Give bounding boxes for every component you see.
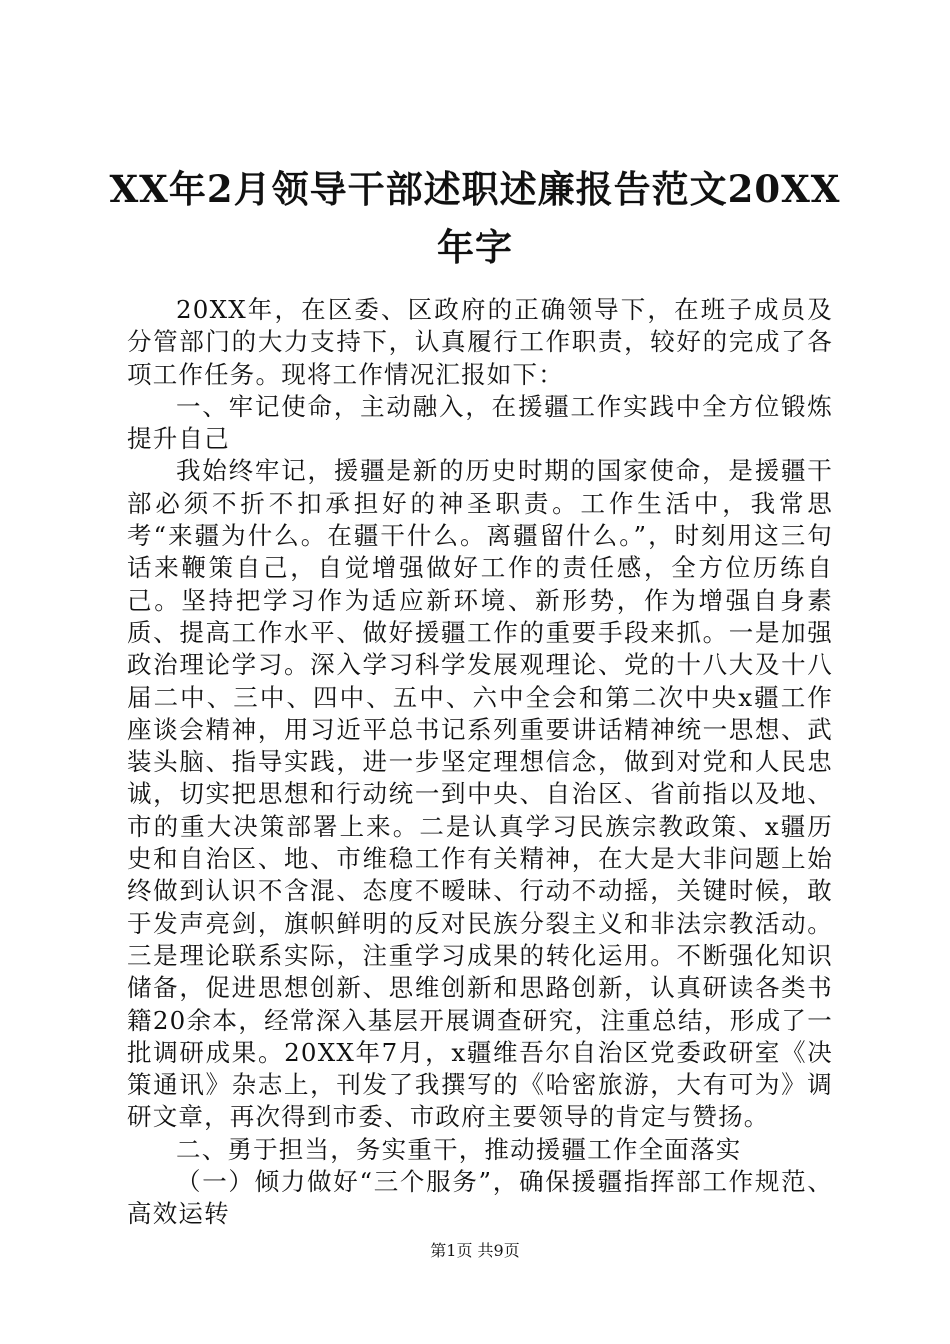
section-heading-1: 一、牢记使命，主动融入，在援疆工作实践中全方位锻炼提升自己 <box>127 391 833 454</box>
intro-paragraph: 20XX年，在区委、区政府的正确领导下，在班子成员及分管部门的大力支持下，认真履行工作职责，较好的完成了各项工作任务。现将工作情况汇报如下： <box>127 295 833 389</box>
section-heading-2: 二、勇于担当，务实重干，推动援疆工作全面落实 <box>176 1134 742 1164</box>
document-body <box>127 294 833 1231</box>
document-title: XX年2月领导干部述职述廉报告范文20XX年字 <box>109 167 841 269</box>
page-number-footer: 第1页 共9页 <box>430 1241 520 1260</box>
body-paragraph: 我始终牢记，援疆是新的历史时期的国家使命，是援疆干部必须不折不扣承担好的神圣职责。工作生活中，我常思考“来疆为什么。在疆干什么。离疆留什么。”，时刻用这三句话来鞭策自己，自觉增强做好工作的责任感，全方位历练自己。坚持把学习作为适应新环境、新形势，作为增强自身素质、提高工作水平、做好援疆工作的重要手段来抓。一是加强政治理论学习。深入学习科学发展观理论、党的十八大及十八届二中、三中、四中、五中、六中全会和第二次中央x疆工作座谈会精神，用习近平总书记系列重要讲话精神统一思想、武装头脑、指导实践，进一步坚定理想信念，做到对党和人民忠诚，切实把思想和行动统一到中央、自治区、省前指以及地、市的重大决策部署上来。二是认真学习民族宗教政策、x疆历史和自治区、地、市维稳工作有关精神，在大是大非问题上始终做到认识不含混、态度不暧昧、行动不动摇，关键时候，敢于发声亮剑，旗帜鲜明的反对民族分裂主义和非法宗教活动。三是理论联系实际，注重学习成果的转化运用。不断强化知识储备，促进思想创新、思维创新和思路创新，认真研读各类书籍20余本，经常深入基层开展调查研究，注重总结，形成了一批调研成果。20XX年7月，x疆维吾尔自治区党委政研室《决策通讯》杂志上，刊发了我撰写的《哈密旅游，大有可为》调研文章，再次得到市委、市政府主要领导的肯定与赞扬。 <box>127 456 833 1132</box>
subsection-heading-1: （一）倾力做好“三个服务”，确保援疆指挥部工作规范、高效运转 <box>127 1167 833 1229</box>
